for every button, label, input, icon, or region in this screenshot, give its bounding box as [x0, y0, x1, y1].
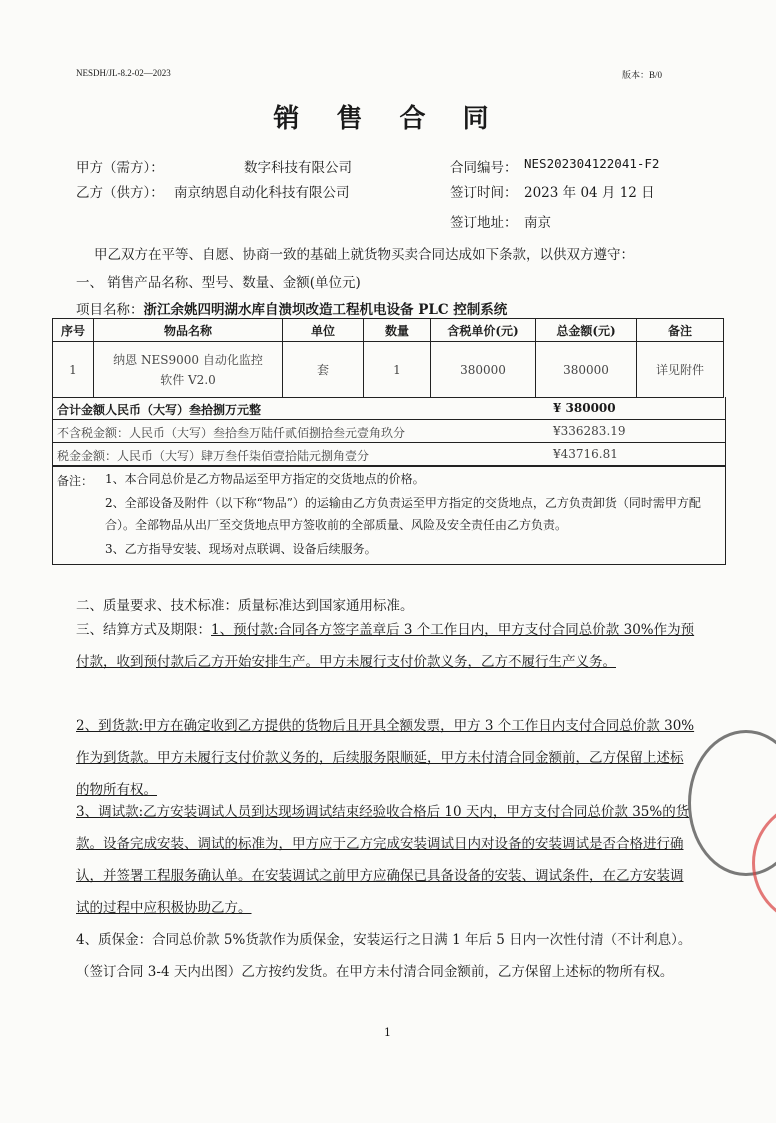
table-header-row: [53, 319, 724, 342]
col-header: 单位: [283, 319, 364, 342]
section-1-heading: 一、 销售产品名称、型号、数量、金额(单位元): [76, 275, 361, 291]
project-title: 浙江余姚四明湖水库自溃坝改造工程机电设备 PLC 控制系统: [143, 302, 508, 318]
col-header: 总金额(元): [536, 319, 637, 342]
notes-label: 备注：: [57, 474, 94, 488]
items-table: [52, 318, 724, 398]
party-b-label: 乙方（供方）：: [76, 185, 164, 201]
table-cell: 1: [364, 342, 431, 398]
col-header: 物品名称: [94, 319, 283, 342]
table-cell: 套: [283, 342, 364, 398]
payment-clause-3: 3、调试款:乙方安装调试人员到达现场调试结束经验收合格后 10 天内，甲方支付合同总价款 35%的货款。设备完成安装、调试的标准为，甲方应于乙方完成安装调试日内对设备的安装调试是否合格进行确认，并签署工程服务确认单。在安装调试之前甲方应确保已具备设备的安装、调试条件，在乙方安装调试的过程中应积极协助乙方。: [76, 804, 690, 916]
table-cell: 380000: [431, 342, 536, 398]
total-row: [53, 397, 725, 420]
payment-clause-4: 4、质保金：合同总价款 5%货款作为质保金，安装运行之日满 1 年后 5 日内一次性付清（不计利息）。（签订合同 3-4 天内出图）乙方按约发货。在甲方未付清合同金额前，乙方保留上述标的物所有权。: [76, 932, 692, 980]
col-header: 含税单价(元): [431, 319, 536, 342]
payment-clause-2: 2、到货款:甲方在确定收到乙方提供的货物后且开具全额发票，甲方 3 个工作日内支付合同总价款 30%作为到货款。甲方未履行支付价款义务的，后续服务限顺延，甲方未付清合同金额前，乙方保留上述标的物所有权。: [76, 718, 695, 798]
page-title: 销 售 合 同: [273, 104, 503, 134]
sign-place-label: 签订地址：: [450, 215, 518, 231]
section-3-block: [76, 614, 696, 678]
tax-value: ¥43716.81: [553, 447, 618, 461]
table-cell: 纳恩 NES9000 自动化监控软件 V2.0: [94, 342, 283, 398]
note-item: 1、本合同总价是乙方物品运至甲方指定的交货地点的价格。: [105, 472, 425, 486]
version-label: 版本：B/0: [622, 70, 663, 80]
notes-box: [52, 466, 726, 565]
payment-clause-2-block: [76, 710, 696, 806]
col-header: 备注: [637, 319, 724, 342]
tax-label: 税金金额：人民币（大写）肆万叁仟柒佰壹拾陆元捌角壹分: [57, 449, 370, 463]
total-value: ¥ 380000: [553, 401, 616, 415]
sign-place: 南京: [524, 215, 551, 231]
page-number: 1: [384, 1026, 391, 1039]
table-cell: 380000: [536, 342, 637, 398]
party-a-label: 甲方（需方）：: [76, 160, 164, 176]
payment-clause-4-block: [76, 924, 696, 988]
totals-box: [52, 397, 726, 467]
party-b-name: 南京纳恩自动化科技有限公司: [174, 185, 350, 201]
doc-code: NESDH/JL-8.2-02—2023: [76, 68, 171, 78]
table-row: [53, 342, 724, 398]
col-header: 序号: [53, 319, 94, 342]
tax-row: [53, 443, 725, 466]
pretax-row: [53, 420, 725, 443]
payment-clause-1: 1、预付款:合同各方签字盖章后 3 个工作日内，甲方支付合同总价款 30%作为预付款，收到预付款后乙方开始安排生产。甲方未履行支付价款义务，乙方不履行生产义务。: [76, 622, 695, 670]
table-cell: 1: [53, 342, 94, 398]
pretax-value: ¥336283.19: [553, 424, 626, 438]
project-label: 项目名称：: [76, 302, 144, 318]
section-3-lead: 三、结算方式及期限：: [76, 622, 211, 638]
note-item: 3、乙方指导安装、现场对点联调、设备后续服务。: [105, 542, 377, 556]
total-label: 合计金额人民币（大写）叁拾捌万元整: [57, 403, 262, 417]
section-2-text: 二、质量要求、技术标准：质量标准达到国家通用标准。: [76, 598, 414, 614]
intro-text: 甲乙双方在平等、自愿、协商一致的基础上就货物买卖合同达成如下条款，以供双方遵守：: [94, 247, 634, 263]
payment-clause-3-block: [76, 796, 696, 924]
project-name: [76, 298, 507, 318]
sign-time: 2023 年 04 月 12 日: [524, 185, 655, 201]
col-header: 数量: [364, 319, 431, 342]
sign-time-label: 签订时间：: [450, 185, 518, 201]
pretax-label: 不含税金额：人民币（大写）叁拾叁万陆仟贰佰捌拾叁元壹角玖分: [57, 426, 406, 440]
table-cell: 详见附件: [637, 342, 724, 398]
note-item: 2、全部设备及附件（以下称“物品”）的运输由乙方负责运至甲方指定的交货地点，乙方负责卸货（同时需甲方配合）。全部物品从出厂至交货地点甲方签收前的全部质量、风险及安全责任由乙方负责。: [105, 496, 701, 532]
contract-no-label: 合同编号：: [450, 160, 518, 176]
contract-no: NES202304122041-F2: [524, 156, 660, 171]
party-a-name: 数字科技有限公司: [244, 160, 352, 176]
